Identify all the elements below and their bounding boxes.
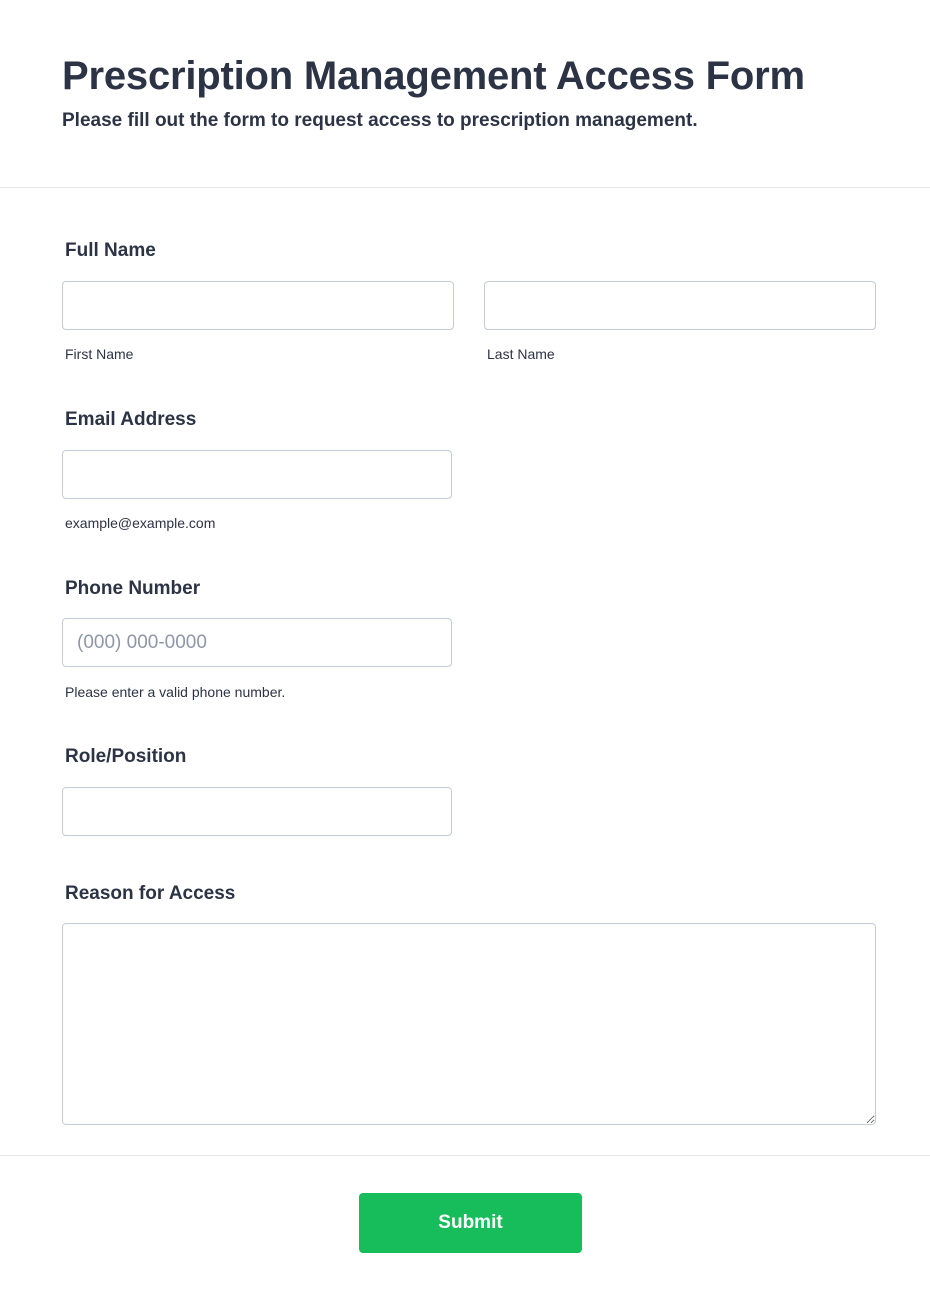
role-label: Role/Position <box>65 746 187 767</box>
form-header <box>0 0 930 188</box>
reason-label: Reason for Access <box>65 883 236 904</box>
page-subtitle: Please fill out the form to request access to prescription management. <box>62 110 698 131</box>
email-sublabel: example@example.com <box>65 515 216 531</box>
reason-textarea[interactable] <box>62 923 876 1125</box>
email-input[interactable] <box>62 450 452 499</box>
first-name-input[interactable] <box>62 281 454 330</box>
last-name-input[interactable] <box>484 281 876 330</box>
first-name-sublabel: First Name <box>65 346 134 362</box>
phone-input[interactable] <box>62 618 452 667</box>
phone-sublabel: Please enter a valid phone number. <box>65 684 286 700</box>
page-title: Prescription Management Access Form <box>62 54 805 98</box>
submit-button[interactable]: Submit <box>359 1193 582 1253</box>
email-label: Email Address <box>65 409 197 430</box>
last-name-sublabel: Last Name <box>487 346 555 362</box>
footer-divider <box>0 1155 930 1156</box>
role-input[interactable] <box>62 787 452 836</box>
full-name-label: Full Name <box>65 240 156 261</box>
phone-label: Phone Number <box>65 578 201 599</box>
